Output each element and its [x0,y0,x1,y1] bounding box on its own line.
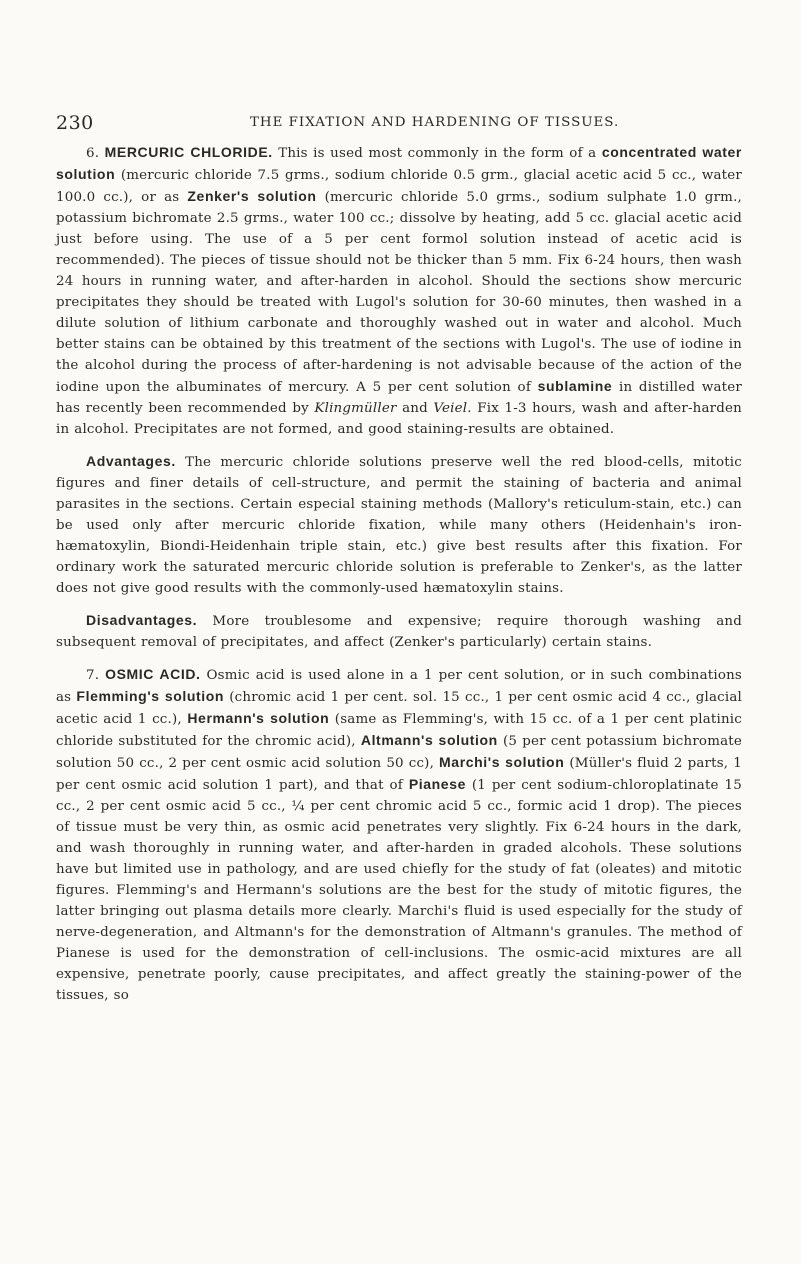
paragraph-text: This is used most commonly in the form of a [272,146,602,161]
paragraph-text: Osmic acid is used alone in a 1 per cent solution, or in such combinations as [56,668,742,705]
page-header [56,112,746,136]
section-number: 6. [86,146,100,161]
section-heading: MERCURIC CHLORIDE. [104,144,273,160]
solution-name: concentrated water solution [56,144,742,182]
advantages-heading: Advantages. [86,453,176,469]
section-osmic-acid [56,664,742,1006]
paragraph-text: (mercuric chloride 7.5 grms., sodium chloride 0.5 grm., glacial acetic acid 5 cc., water 100.0 cc.), or as [56,168,742,205]
paragraph-text: (Müller's fluid 2 parts, 1 per cent osmic acid solution 1 part), and that of [56,756,742,793]
paragraph-text: (5 per cent potassium bichromate solution 50 cc., 2 per cent osmic acid solution 50 cc), [56,734,742,771]
solution-name: sublamine [537,378,613,394]
disadvantages-heading: Disadvantages. [86,612,198,628]
paragraph-text: in distilled water has recently been recommended by [56,380,742,416]
paragraph-text: (same as Flemming's, with 15 cc. of a 1 per cent platinic chloride substituted for the chromic acid), [56,712,742,749]
solution-name: Marchi's solution [439,754,565,770]
solution-name: Zenker's solution [187,188,317,204]
disadvantages-paragraph [56,610,742,653]
paragraph-text: (1 per cent sodium-chloroplatinate 15 cc., 2 per cent osmic acid 5 cc., ¼ per cent chromic acid 5 cc., formic acid 1 drop). The pieces of tissue must be very thin, as osmic acid penetrates very slightly. Fix 6-24 hours in the dark, and wash thoroughly in running water, and after-harden in graded alcohols. These solutions have but limited use in pathology, and are used chiefly for the study of fat (oleates) and mitotic figures. Flemming's and Hermann's solutions are the best for the study of mitotic figures, the latter bringing out plasma details more clearly. Marchi's fluid is used especially for the study of nerve-degeneration, and Altmann's for the demonstration of Altmann's granules. The method of Pianese is used for the demonstration of cell-inclusions. The osmic-acid mixtures are all expensive, penetrate poorly, cause precipitates, and affect greatly the staining-power of the tissues, so [56,778,742,1003]
paragraph-text: More troublesome and expensive; require thorough washing and subsequent removal of precipitates, and affect (Zenker's particularly) certain stains. [56,614,742,650]
section-heading: OSMIC ACID. [105,666,201,682]
solution-name: Pianese [408,776,466,792]
paragraph-text: and [396,401,434,416]
paragraph-text: (chromic acid 1 per cent. sol. 15 cc., 1 per cent osmic acid 4 cc., glacial acetic acid 1 cc.), [56,690,742,727]
section-mercuric-chloride [56,142,742,440]
paragraph-text: The mercuric chloride solutions preserve well the red blood-cells, mitotic figures and finer details of cell-structure, and permit the staining of bacteria and animal parasites in the sections. Certain especial staining methods (Mallory's reticulum-stain, etc.) can be used only after mercuric chloride fixation, while many others (Heidenhain's iron-hæmatoxylin, Biondi-Heidenhain triple stain, etc.) give best results after this fixation. For ordinary work the saturated mercuric chloride solution is preferable to Zenker's, as the latter does not give good results with the commonly-used hæmatoxylin stains. [56,455,742,596]
author-name: Klingmüller [314,401,397,416]
advantages-paragraph [56,451,742,599]
page-number: 230 [56,112,94,134]
solution-name: Flemming's solution [76,688,225,704]
body-text [56,142,742,1006]
paragraph-text: (mercuric chloride 5.0 grms., sodium sulphate 1.0 grm., potassium bichromate 2.5 grms., water 100 cc.; dissolve by heating, add 5 cc. glacial acetic acid just before using. The use of a 5 per cent formol solution instead of acetic acid is recommended). The pieces of tissue should not be thicker than 5 mm. Fix 6-24 hours, then wash 24 hours in running water, and after-harden in alcohol. Should the sections show mercuric precipitates they should be treated with Lugol's solution for 30-60 minutes, then washed in a dilute solution of lithium carbonate and thoroughly washed out in water and alcohol. Much better stains can be obtained by this treatment of the sections with Lugol's. The use of iodine in the alcohol during the process of after-hardening is not advisable because of the action of the iodine upon the albuminates of mercury. A 5 per cent solution of [56,190,742,395]
running-head: THE FIXATION AND HARDENING OF TISSUES. [250,115,620,130]
paragraph-text: Fix 1-3 hours, wash and after-harden in alcohol. Precipitates are not formed, and good staining-results are obtained. [56,401,743,437]
solution-name: Hermann's solution [187,710,330,726]
author-name: Veiel. [433,401,472,416]
section-number: 7. [86,668,100,683]
solution-name: Altmann's solution [360,732,498,748]
